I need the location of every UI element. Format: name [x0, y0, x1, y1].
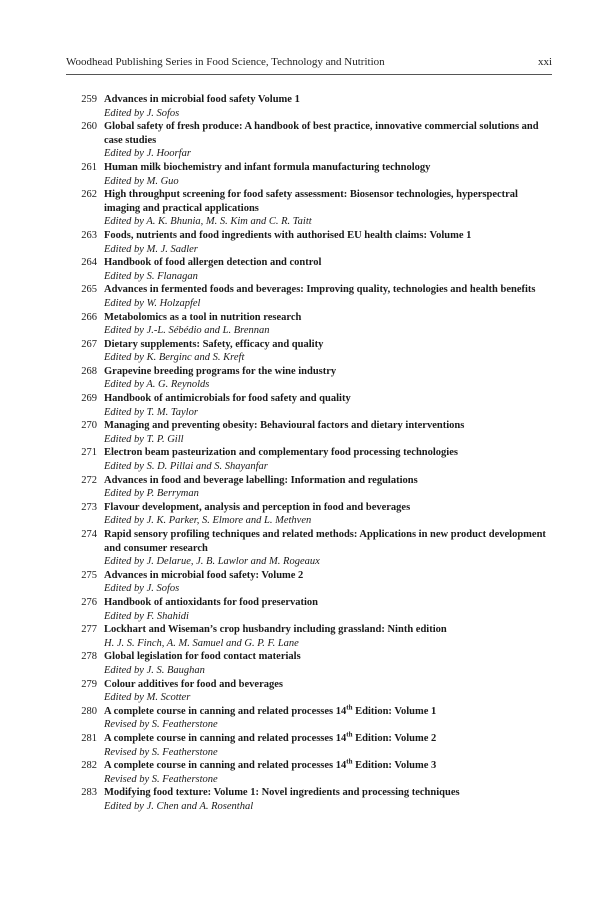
entry-title-text: High throughput screening for food safety assessment: Biosensor technologies, hyperspectral imaging and practical applications	[104, 189, 518, 214]
entry-body	[104, 678, 556, 705]
entry-body	[104, 528, 556, 569]
entry-number: 273	[81, 501, 97, 513]
series-entry	[66, 419, 556, 446]
series-entry	[66, 678, 556, 705]
entry-editor: Edited by S. D. Pillai and S. Shayanfar	[104, 461, 268, 473]
entry-title	[104, 256, 556, 270]
entry-title-superscript: th	[346, 757, 353, 766]
entry-title-text: Rapid sensory profiling techniques and related methods: Applications in new product development and consumer research	[104, 529, 546, 554]
entry-body	[104, 161, 556, 188]
entry-number: 280	[81, 705, 97, 717]
entry-title-text: A complete course in canning and related processes 14	[104, 760, 347, 772]
series-entry	[66, 596, 556, 623]
entry-number: 260	[81, 121, 97, 133]
entry-title-text: Handbook of antioxidants for food preservation	[104, 596, 319, 608]
page-number: xxi	[537, 56, 552, 68]
entry-title	[104, 161, 556, 175]
entry-editor: Edited by W. Holzapfel	[104, 297, 201, 309]
entry-title	[104, 596, 556, 610]
entry-body	[104, 419, 556, 446]
entry-title-text: Foods, nutrients and food ingredients with authorised EU health claims: Volume 1	[104, 229, 472, 241]
entry-editor: Edited by T. P. Gill	[104, 433, 184, 445]
entry-editor: Revised by S. Featherstone	[104, 773, 218, 785]
entry-number: 270	[81, 420, 97, 432]
entry-title	[104, 501, 556, 515]
entry-title-suffix: Edition: Volume 1	[352, 705, 437, 717]
entry-title-text: Global safety of fresh produce: A handbook of best practice, innovative commercial solutions and case studies	[104, 121, 539, 146]
series-entry	[66, 338, 556, 365]
entry-title-text: Handbook of antimicrobials for food safety and quality	[104, 393, 351, 405]
entry-editor: Edited by J. Sofos	[104, 583, 180, 595]
series-entry	[66, 93, 556, 120]
entry-editor: Edited by J. Delarue, J. B. Lawlor and M. Rogeaux	[104, 556, 320, 568]
entry-title-text: Advances in fermented foods and beverages: Improving quality, technologies and health benefits	[104, 284, 536, 296]
entry-title-text: Managing and preventing obesity: Behavioural factors and dietary interventions	[104, 420, 465, 432]
series-entry	[66, 501, 556, 528]
entry-title-text: Advances in microbial food safety Volume 1	[104, 94, 300, 105]
series-entry	[66, 283, 556, 310]
entry-editor: Edited by M. Guo	[104, 175, 179, 187]
entry-title	[104, 446, 556, 460]
entry-editor: Edited by A. G. Reynolds	[104, 379, 210, 391]
entry-body	[104, 596, 556, 623]
entry-title-suffix: Edition: Volume 3	[352, 760, 437, 772]
entry-body	[104, 705, 556, 732]
entry-title-text: Dietary supplements: Safety, efficacy and quality	[104, 338, 324, 350]
entry-editor: Edited by J. Chen and A. Rosenthal	[104, 800, 254, 812]
entry-number: 275	[81, 569, 97, 581]
entry-title-superscript: th	[346, 730, 353, 739]
entry-number: 264	[81, 257, 97, 269]
entry-title	[104, 392, 556, 406]
entry-body	[104, 650, 556, 677]
entry-title-text: Lockhart and Wiseman’s crop husbandry including grassland: Ninth edition	[104, 624, 447, 636]
entry-number: 266	[81, 311, 97, 323]
series-title: Woodhead Publishing Series in Food Science, Technology and Nutrition	[66, 56, 385, 68]
entry-number: 263	[81, 229, 97, 241]
entry-title	[104, 229, 556, 243]
entry-title-text: A complete course in canning and related processes 14	[104, 705, 347, 717]
entry-title-text: Metabolomics as a tool in nutrition research	[104, 311, 302, 323]
entry-title-text: Advances in food and beverage labelling: Information and regulations	[104, 474, 418, 486]
entry-number: 282	[81, 760, 97, 772]
entry-title	[104, 338, 556, 352]
entry-title-text: Electron beam pasteurization and complementary food processing technologies	[104, 447, 458, 459]
entry-title	[104, 705, 556, 719]
entry-title	[104, 759, 556, 773]
series-entry	[66, 474, 556, 501]
entry-body	[104, 759, 556, 786]
entry-body	[104, 569, 556, 596]
entry-body	[104, 311, 556, 338]
entry-number: 271	[81, 447, 97, 459]
entry-title-suffix: Edition: Volume 2	[352, 732, 437, 744]
series-entry	[66, 786, 556, 813]
series-list	[66, 93, 556, 813]
series-entry	[66, 705, 556, 732]
series-entry	[66, 120, 556, 161]
entry-editor: Edited by P. Berryman	[104, 488, 199, 500]
entry-editor: Edited by M. Scotter	[104, 692, 191, 704]
series-entry	[66, 256, 556, 283]
entry-body	[104, 283, 556, 310]
entry-editor: Edited by A. K. Bhunia, M. S. Kim and C. R. Taitt	[104, 216, 312, 228]
entry-title	[104, 188, 556, 215]
entry-number: 276	[81, 596, 97, 608]
entry-body	[104, 120, 556, 161]
series-entry	[66, 188, 556, 229]
entry-title	[104, 283, 556, 297]
entry-number: 259	[81, 94, 97, 105]
entry-number: 283	[81, 787, 97, 799]
entry-editor: Edited by J. Sofos	[104, 107, 180, 119]
running-head	[66, 56, 552, 68]
entry-number: 272	[81, 474, 97, 486]
entry-number: 278	[81, 651, 97, 663]
series-entry	[66, 732, 556, 759]
entry-title-text: Advances in microbial food safety: Volume 2	[104, 569, 304, 581]
entry-title	[104, 365, 556, 379]
entry-editor: Edited by J.-L. Sébédio and L. Brennan	[104, 325, 270, 337]
entry-title	[104, 678, 556, 692]
entry-title	[104, 528, 556, 555]
entry-number: 277	[81, 624, 97, 636]
entry-number: 267	[81, 338, 97, 350]
entry-title-text: Human milk biochemistry and infant formula manufacturing technology	[104, 161, 431, 173]
entry-title	[104, 311, 556, 325]
entry-editor: Edited by F. Shahidi	[104, 610, 189, 622]
entry-editor: Revised by S. Featherstone	[104, 746, 218, 758]
entry-title	[104, 120, 556, 147]
entry-number: 265	[81, 284, 97, 296]
entry-body	[104, 188, 556, 229]
entry-editor: Edited by M. J. Sadler	[104, 243, 198, 255]
series-entry	[66, 759, 556, 786]
entry-body	[104, 786, 556, 813]
entry-title-text: Handbook of food allergen detection and control	[104, 257, 322, 269]
entry-title	[104, 569, 556, 583]
entry-body	[104, 623, 556, 650]
series-entry	[66, 569, 556, 596]
entry-number: 274	[81, 529, 97, 540]
series-entry	[66, 623, 556, 650]
entry-title-text: A complete course in canning and related processes 14	[104, 732, 347, 744]
entry-title	[104, 93, 556, 107]
entry-title	[104, 650, 556, 664]
entry-title-superscript: th	[346, 703, 353, 712]
entry-title-text: Grapevine breeding programs for the wine industry	[104, 365, 337, 377]
entry-title	[104, 786, 556, 800]
series-entry	[66, 650, 556, 677]
entry-number: 262	[81, 189, 97, 201]
entry-title-text: Flavour development, analysis and perception in food and beverages	[104, 501, 411, 513]
entry-editor: Revised by S. Featherstone	[104, 719, 218, 731]
entry-body	[104, 732, 556, 759]
entry-body	[104, 392, 556, 419]
series-entry	[66, 446, 556, 473]
entry-number: 281	[81, 732, 97, 744]
entry-title	[104, 419, 556, 433]
entry-number: 269	[81, 393, 97, 405]
entry-editor: Edited by K. Berginc and S. Kreft	[104, 352, 245, 364]
entry-number: 261	[81, 161, 97, 173]
entry-body	[104, 93, 556, 120]
entry-editor: Edited by S. Flanagan	[104, 270, 198, 282]
entry-body	[104, 365, 556, 392]
entry-number: 279	[81, 678, 97, 690]
series-entry	[66, 229, 556, 256]
entry-body	[104, 256, 556, 283]
entry-body	[104, 501, 556, 528]
entry-body	[104, 446, 556, 473]
entry-title	[104, 474, 556, 488]
series-entry	[66, 528, 556, 569]
entry-body	[104, 474, 556, 501]
entry-body	[104, 338, 556, 365]
header-rule	[66, 74, 552, 75]
series-entry	[66, 365, 556, 392]
entry-title	[104, 623, 556, 637]
entry-body	[104, 229, 556, 256]
entry-editor: Edited by J. S. Baughan	[104, 664, 205, 676]
entry-title	[104, 732, 556, 746]
entry-editor: Edited by J. K. Parker, S. Elmore and L. Methven	[104, 515, 312, 527]
entry-number: 268	[81, 365, 97, 377]
entry-editor: Edited by T. M. Taylor	[104, 406, 198, 418]
entry-editor: H. J. S. Finch, A. M. Samuel and G. P. F. Lane	[104, 637, 299, 649]
entry-title-text: Global legislation for food contact materials	[104, 651, 301, 663]
entry-editor: Edited by J. Hoorfar	[104, 148, 191, 160]
series-entry	[66, 311, 556, 338]
series-entry	[66, 161, 556, 188]
series-entry	[66, 392, 556, 419]
entry-title-text: Modifying food texture: Volume 1: Novel ingredients and processing techniques	[104, 787, 460, 799]
entry-title-text: Colour additives for food and beverages	[104, 678, 283, 690]
